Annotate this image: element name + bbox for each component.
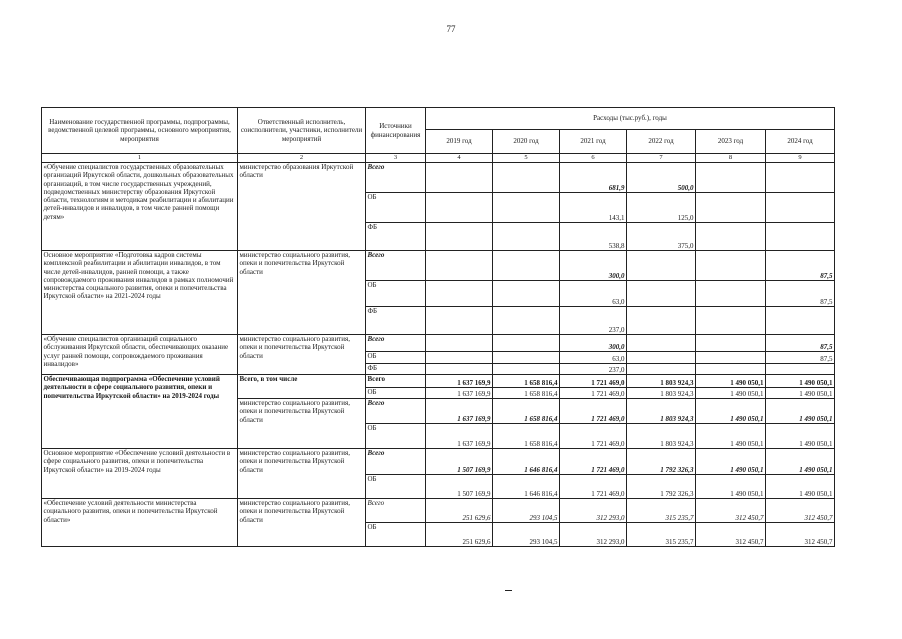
funding-source: Всего [366,399,426,424]
program-name: «Обучение специалистов государственных образовательных организаций Иркутской области, дошкольных образовательных организаций, в том числе государственных учреждений, подведомственных министерству образования Иркутской области, технологиям и методикам реабилитации и абилитации детей-инвалидов и инвалидов, в том числе ранней помощи детям» [42,163,238,251]
funding-source: ОБ [366,388,426,399]
expense-value: 315 235,7 [627,523,696,547]
expense-value: 87,5 [766,352,835,364]
program-name: «Обучение специалистов организаций социального обслуживания Иркутской области, обеспечивающих оказание услуг ранней помощи, сопровождаемого проживания инвалидов» [42,335,238,375]
program-name: Обеспечивающая подпрограмма «Обеспечение условий деятельности в сфере социального развития, опеки и попечительства Иркутской области» на 2019-2024 годы [42,375,238,449]
expense-value: 1 490 050,1 [696,388,766,399]
expense-value: 1 658 816,4 [493,424,560,449]
column-number: 1 [42,154,238,163]
expense-value: 312 293,0 [560,499,627,523]
table-row [42,499,835,523]
expense-value: 1 490 050,1 [696,375,766,388]
expense-value: 293 104,5 [493,499,560,523]
expense-value [493,223,560,251]
expense-value [426,193,493,223]
expense-value [426,163,493,193]
expense-value [627,281,696,307]
column-number: 7 [627,154,696,163]
expense-value [766,364,835,375]
funding-source: ОБ [366,424,426,449]
funding-source: ФБ [366,307,426,335]
expense-value [627,364,696,375]
expense-value: 1 490 050,1 [696,475,766,499]
expense-value: 143,1 [560,193,627,223]
funding-source: ОБ [366,523,426,547]
expense-value: 87,5 [766,281,835,307]
table-row [42,449,835,475]
expense-value [493,281,560,307]
expense-value: 1 490 050,1 [766,424,835,449]
funding-source: ОБ [366,193,426,223]
expense-value [696,223,766,251]
header-year: 2019 год [426,130,493,154]
expense-value: 1 637 169,9 [426,424,493,449]
expense-value: 1 646 816,4 [493,449,560,475]
funding-source: ОБ [366,352,426,364]
column-number: 4 [426,154,493,163]
expense-value [766,163,835,193]
expense-value: 1 803 924,3 [627,399,696,424]
funding-source: Всего [366,375,426,388]
expense-value: 1 792 326,3 [627,449,696,475]
expense-value [493,352,560,364]
expense-value [696,307,766,335]
expense-value [493,364,560,375]
expense-value: 1 803 924,3 [627,424,696,449]
funding-source: Всего [366,499,426,523]
executor-name: министерство социального развития, опеки и попечительства Иркутской области [238,399,366,449]
expense-value: 1 721 469,0 [560,449,627,475]
expense-value [426,364,493,375]
expense-value: 1 792 326,3 [627,475,696,499]
expense-value: 251 629,6 [426,523,493,547]
expense-value [627,307,696,335]
expense-value: 1 721 469,0 [560,475,627,499]
expense-value [426,281,493,307]
expense-value [426,251,493,281]
expense-value: 1 658 816,4 [493,399,560,424]
table-row [42,251,835,281]
funding-source: Всего [366,335,426,352]
expense-value: 63,0 [560,281,627,307]
expense-value: 1 490 050,1 [696,424,766,449]
expense-value [696,163,766,193]
expense-value: 125,0 [627,193,696,223]
table-row [42,335,835,352]
funding-source: ФБ [366,223,426,251]
expense-value [696,193,766,223]
expense-value: 1 507 169,9 [426,449,493,475]
expense-value [766,307,835,335]
header-executor: Ответственный исполнитель, соисполнители, участники, исполнители мероприятий [238,108,366,154]
expense-value [766,223,835,251]
header-expenses: Расходы (тыс.руб.), годы [426,108,835,130]
expense-value: 312 450,7 [766,499,835,523]
executor-name: министерство социального развития, опеки и попечительства Иркутской области [238,449,366,499]
expense-value [426,223,493,251]
funding-source: ОБ [366,475,426,499]
expense-value: 1 721 469,0 [560,399,627,424]
executor-name: министерство социального развития, опеки и попечительства Иркутской области [238,499,366,547]
executor-name: Всего, в том числе [238,375,366,399]
expense-value: 1 803 924,3 [627,375,696,388]
expense-value [627,251,696,281]
expense-value: 1 637 169,9 [426,375,493,388]
expense-value: 312 450,7 [766,523,835,547]
expense-value: 1 490 050,1 [696,449,766,475]
expense-value: 1 490 050,1 [696,399,766,424]
expense-value: 237,0 [560,364,627,375]
expense-value: 1 646 816,4 [493,475,560,499]
header-year: 2020 год [493,130,560,154]
expense-value [426,335,493,352]
column-number: 6 [560,154,627,163]
funding-source: ОБ [366,281,426,307]
expense-value [766,193,835,223]
program-name: «Обеспечение условий деятельности министерства социального развития, опеки и попечительства Иркутской области» [42,499,238,547]
table-row [42,163,835,193]
page-dash [505,590,512,591]
expense-value: 87,5 [766,251,835,281]
expense-value: 251 629,6 [426,499,493,523]
expense-value: 1 658 816,4 [493,388,560,399]
header-year: 2022 год [627,130,696,154]
expense-value: 1 490 050,1 [766,475,835,499]
expense-value [696,281,766,307]
expense-value [696,364,766,375]
expense-value: 63,0 [560,352,627,364]
expense-value [493,193,560,223]
expense-value: 1 637 169,9 [426,399,493,424]
expense-value: 1 658 816,4 [493,375,560,388]
expense-value: 300,0 [560,251,627,281]
expense-value [493,163,560,193]
program-name: Основное мероприятие «Обеспечение условий деятельности в сфере социального развития, опеки и попечительства Иркутской области» на 2019-2024 годы [42,449,238,499]
expense-value: 312 293,0 [560,523,627,547]
expense-value: 1 803 924,3 [627,388,696,399]
header-year: 2024 год [766,130,835,154]
expense-value [627,352,696,364]
expense-value: 1 721 469,0 [560,375,627,388]
expense-value: 500,0 [627,163,696,193]
expense-value: 87,5 [766,335,835,352]
funding-source: Всего [366,163,426,193]
executor-name: министерство образования Иркутской области [238,163,366,251]
expense-value: 1 507 169,9 [426,475,493,499]
program-name: Основное мероприятие «Подготовка кадров системы комплексной реабилитации и абилитации инвалидов, в том числе детей-инвалидов, ранней помощи, а также сопровождаемого проживания инвалидов в рамках полномочий министерства социального развития, опеки и попечительства Иркутской области» на 2021-2024 годы [42,251,238,335]
expense-value: 237,0 [560,307,627,335]
expense-value: 312 450,7 [696,499,766,523]
expense-value [493,251,560,281]
expense-value: 312 450,7 [696,523,766,547]
expense-value: 375,0 [627,223,696,251]
expense-value: 1 721 469,0 [560,424,627,449]
header-name: Наименование государственной программы, подпрограммы, ведомственной целевой программы, основного мероприятия, мероприятия [42,108,238,154]
funding-source: Всего [366,251,426,281]
funding-source: Всего [366,449,426,475]
expense-value [696,352,766,364]
column-number: 2 [238,154,366,163]
expense-value: 293 104,5 [493,523,560,547]
expense-value [696,251,766,281]
expense-value: 681,9 [560,163,627,193]
funding-source: ФБ [366,364,426,375]
column-number: 3 [366,154,426,163]
header-year: 2021 год [560,130,627,154]
expense-value: 1 490 050,1 [766,375,835,388]
page-number: 77 [446,24,456,34]
expense-value: 315 235,7 [627,499,696,523]
expense-value [696,335,766,352]
budget-table [41,107,835,547]
expense-value: 1 490 050,1 [766,388,835,399]
expense-value: 1 637 169,9 [426,388,493,399]
expense-value [426,352,493,364]
header-source: Источники финансирования [366,108,426,154]
expense-value [493,335,560,352]
expense-value: 300,0 [560,335,627,352]
expense-value [493,307,560,335]
column-number: 8 [696,154,766,163]
executor-name: министерство социального развития, опеки и попечительства Иркутской области [238,335,366,375]
column-number: 5 [493,154,560,163]
expense-value: 1 490 050,1 [766,449,835,475]
expense-value [426,307,493,335]
expense-value: 538,8 [560,223,627,251]
executor-name: министерство социального развития, опеки и попечительства Иркутской области [238,251,366,335]
column-number: 9 [766,154,835,163]
table-row [42,375,835,388]
expense-value: 1 490 050,1 [766,399,835,424]
expense-value [627,335,696,352]
header-year: 2023 год [696,130,766,154]
expense-value: 1 721 469,0 [560,388,627,399]
